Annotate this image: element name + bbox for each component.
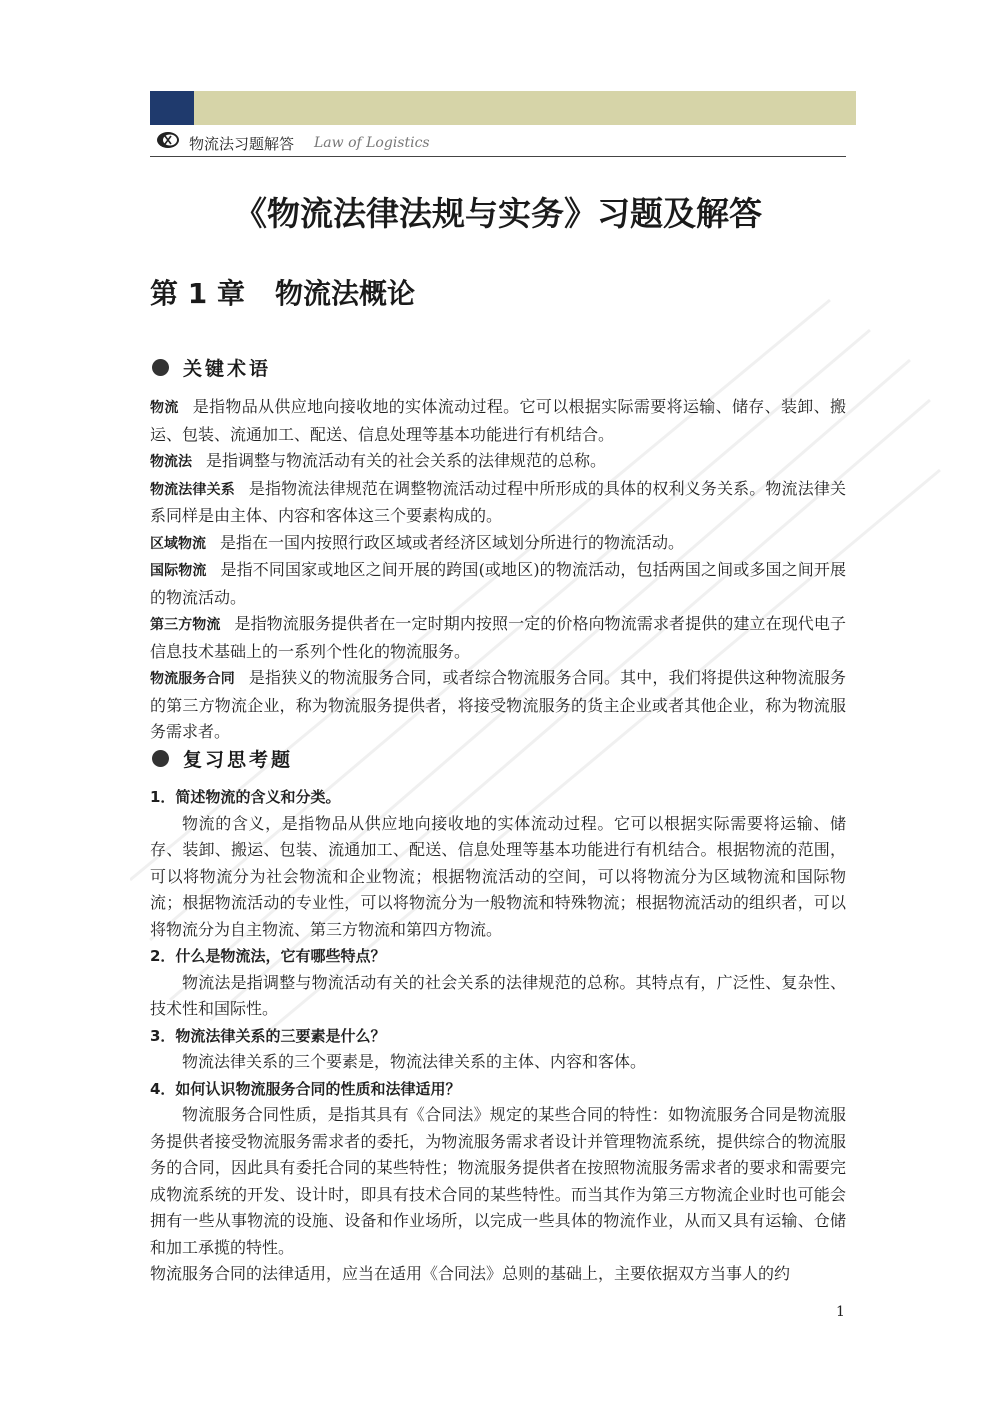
page-number: 1 — [836, 1304, 845, 1320]
question-heading: 4．如何认识物流服务合同的性质和法律适用？ — [150, 1079, 461, 1098]
term-name: 物流服务合同 — [150, 671, 235, 687]
section-heading-key-terms — [150, 354, 271, 381]
answer-text: 物流法律关系的三个要素是，物流法律关系的主体、内容和客体。 — [182, 1052, 647, 1071]
term-name: 区域物流 — [150, 535, 206, 552]
term-definition: 是指物流服务提供者在一定时期内按照一定的价格向物流需求者提供的建立在现代电子信息技术基础上的一系列个性化的物流服务。 — [150, 614, 846, 661]
section-label: 关键术语 — [183, 358, 272, 380]
chapter-heading — [150, 272, 415, 312]
answer-text: 物流服务合同的法律适用，应当在适用《合同法》总则的基础上，主要依据双方当事人的约 — [150, 1264, 791, 1283]
term-entry — [150, 394, 846, 448]
term-name: 物流 — [150, 400, 179, 416]
answer-text: 物流服务合同性质，是指其具有《合同法》规定的某些合同的特性：如物流服务合同是物流服务提供者接受物流服务需求者的委托，为物流服务需求者设计并管理物流系统，提供综合的物流服务的合同，因此具有委托合同的某些特性；物流服务提供者在按照物流服务需求者的要求和需要完成物流系统的开发、设计时，即具有技术合同的某些特性。而当其作为第三方物流企业时也可能会拥有一些从事物流的设施、设备和作业场所，以完成一些具体的物流作业，从而又具有运输、仓储和加工承揽的特性。 — [150, 1105, 846, 1257]
term-name: 物流法 — [150, 454, 192, 470]
question-heading: 3．物流法律关系的三要素是什么？ — [150, 1026, 386, 1045]
book-logo-icon — [155, 130, 181, 150]
term-definition: 是指狭义的物流服务合同，或者综合物流服务合同。其中，我们将提供这种物流服务的第三方物流企业，称为物流服务提供者，将接受物流服务的货主企业或者其他企业，称为物流服务需求者。 — [150, 668, 846, 741]
term-definition: 是指物品从供应地向接收地的实体流动过程。它可以根据实际需要将运输、储存、装卸、搬运、包装、流通加工、配送、信息处理等基本功能进行有机结合。 — [150, 397, 846, 444]
review-questions — [150, 784, 846, 1288]
key-terms-list — [150, 394, 846, 746]
chapter-number: 第 1 章 — [150, 277, 245, 310]
term-definition: 是指在一国内按照行政区域或者经济区域划分所进行的物流活动。 — [220, 532, 685, 552]
term-name: 国际物流 — [150, 563, 207, 579]
term-entry — [150, 557, 846, 611]
answer-text: 物流的含义，是指物品从供应地向接收地的实体流动过程。它可以根据实际需要将运输、储存、装卸、搬运、包装、流通加工、配送、信息处理等基本功能进行有机结合。根据物流的范围，可以将物流分为社会物流和企业物流；根据物流活动的空间，可以将物流分为区域物流和国际物流；根据物流活动的专业性，可以将物流分为一般物流和特殊物流；根据物流活动的组织者，可以将物流分为自主物流、第三方物流和第四方物流。 — [150, 813, 846, 939]
question-heading: 2．什么是物流法，它有哪些特点？ — [150, 947, 386, 965]
section-label: 复习思考题 — [183, 749, 294, 771]
term-definition: 是指不同国家或地区之间开展的跨国(或地区)的物流活动，包括两国之间或多国之间开展的物流活动。 — [150, 560, 846, 607]
header-subtitle: Law of Logistics — [314, 135, 430, 151]
term-entry — [150, 665, 846, 746]
term-entry — [150, 611, 846, 665]
section-heading-review — [150, 745, 293, 772]
chapter-title: 物流法概论 — [274, 277, 415, 310]
term-name: 物流法律关系 — [150, 481, 235, 498]
term-definition: 是指调整与物流活动有关的社会关系的法律规范的总称。 — [206, 451, 607, 470]
term-entry — [150, 476, 846, 530]
bullet-dot-icon — [152, 750, 169, 767]
header-title: 物流法习题解答 — [189, 135, 295, 153]
header-band-khaki — [194, 91, 856, 125]
term-entry — [150, 448, 846, 476]
term-name: 第三方物流 — [150, 617, 221, 633]
bullet-dot-icon — [152, 359, 169, 376]
question-heading: 1．简述物流的含义和分类。 — [150, 788, 341, 806]
header-band-navy — [150, 91, 194, 125]
term-entry — [150, 530, 846, 558]
answer-text: 物流法是指调整与物流活动有关的社会关系的法律规范的总称。其特点有，广泛性、复杂性、技术性和国际性。 — [150, 972, 846, 1018]
header-rule — [150, 156, 846, 157]
term-definition: 是指物流法律规范在调整物流活动过程中所形成的具体的权利义务关系。物流法律关系同样是由主体、内容和客体这三个要素构成的。 — [150, 478, 846, 525]
page-title: 《物流法律法规与实务》习题及解答 — [234, 194, 762, 233]
